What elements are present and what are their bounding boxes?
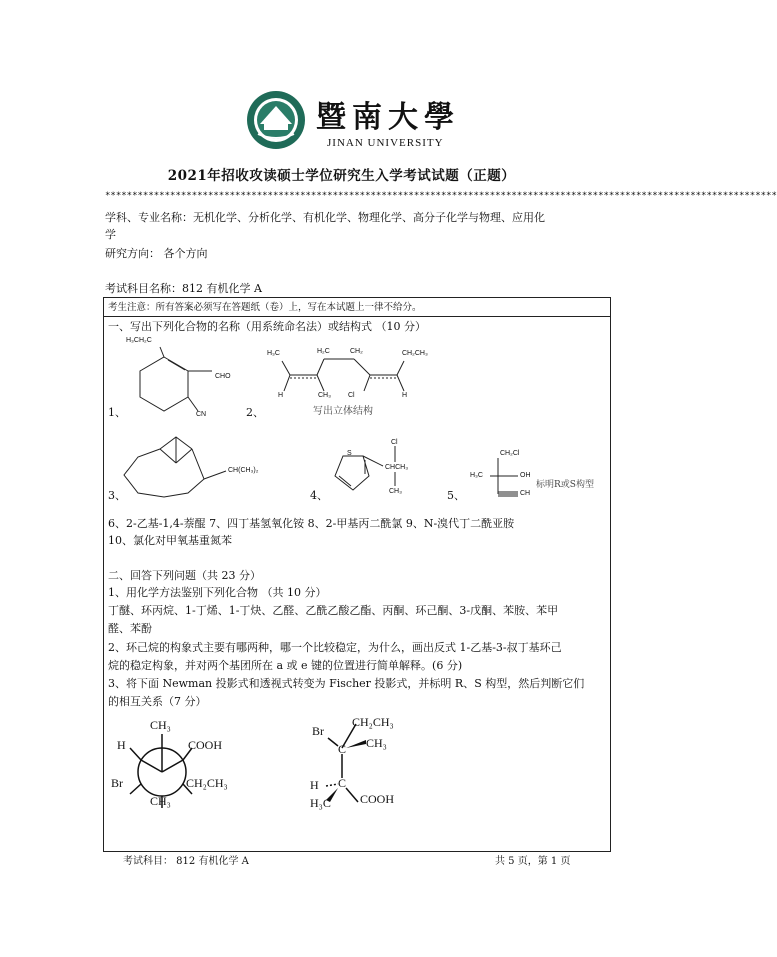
footer-subject: 考试科目： 812 有机化学 A — [123, 856, 249, 867]
item-number-2: 2、 — [246, 406, 264, 419]
university-name-en: JINAN UNIVERSITY — [327, 137, 444, 149]
course-name: 考试科目名称：812 有机化学 A — [105, 282, 262, 295]
question-1: 1、用化学方法鉴别下列化合物 （共 10 分） — [108, 586, 327, 599]
names-line-10: 10、氯化对甲氧基重氮苯 — [108, 534, 232, 547]
isopropyl-label: CH(CH₃)₂ — [228, 467, 259, 474]
ch2-label: CH₂ — [350, 348, 363, 355]
persp-br: Br — [312, 724, 324, 738]
newman-circle-icon — [108, 716, 258, 816]
item-number-1: 1、 — [108, 406, 126, 419]
h2c-label: H₂C — [317, 348, 330, 355]
persp-cooh: COOH — [360, 792, 395, 806]
ch2ch3-label: CH₂CH₃ — [402, 350, 428, 357]
university-logo — [246, 90, 306, 150]
names-line-6-9: 6、2-乙基-1,4-萘醌 7、四丁基氢氧化铵 8、2-甲基丙二酰氯 9、N-溴代丁二酰亚胺 — [108, 517, 515, 530]
cyclohexene-ring-icon — [120, 335, 240, 425]
research-direction: 研究方向： 各个方向 — [105, 247, 208, 260]
question-1-line-2: 醛、苯酚 — [108, 622, 152, 635]
oh-label: OH — [520, 472, 531, 479]
ch3-label: CH₃ — [318, 392, 331, 399]
persp-c1: C — [338, 742, 347, 756]
perspective-formula — [308, 712, 438, 812]
ethyl-label: H₃CH₂C — [126, 337, 152, 344]
ch-label: CH — [520, 490, 531, 497]
thiophene-s-label: S — [347, 450, 352, 457]
persp-h: H — [310, 778, 319, 792]
section1-heading: 一、写出下列化合物的名称（用系统命名法）或结构式 （10 分） — [108, 320, 426, 333]
subject-line-2: 学 — [105, 228, 116, 241]
cn-label: CN — [196, 411, 207, 418]
newman-projection — [108, 716, 258, 816]
footer-page: 共 5 页，第 1 页 — [495, 856, 571, 867]
newman-br: Br — [111, 776, 123, 790]
item-number-3: 3、 — [108, 489, 126, 502]
thiophene-ch3-label: CH₃ — [389, 488, 402, 495]
question-3-line-1: 3、将下面 Newman 投影式和透视式转变为 Fischer 投影式，并标明 R、S 构型，然后判断它们 — [108, 677, 585, 690]
question-2-line-1: 2、环己烷的构象式主要有哪两种，哪一个比较稳定，为什么，画出反式 1-乙基-3-叔丁基环己 — [108, 641, 562, 654]
newman-cooh: COOH — [188, 738, 223, 752]
structure-3 — [120, 433, 259, 503]
question-3-line-2: 的相互关系（7 分） — [108, 695, 207, 708]
structure-1 — [120, 335, 240, 425]
newman-ch2ch3: CH₂CH₃ — [186, 776, 228, 790]
h-right-label: H — [402, 392, 408, 399]
ch2cl-label: CH₂Cl — [500, 450, 520, 457]
thiophene-cl-label: Cl — [391, 439, 398, 446]
h-left-label: H — [278, 392, 284, 399]
notice-divider — [103, 316, 610, 317]
question-2-line-2: 烷的稳定构象，并对两个基团所在 a 或 e 键的位置进行简单解释。(6 分) — [108, 659, 463, 672]
chch3-label: CHCH₃ — [385, 464, 409, 471]
struct2-note: 写出立体结构 — [313, 406, 373, 417]
struct5-note: 标明R或S构型 — [536, 480, 594, 490]
notice-text: 考生注意：所有答案必须写在答题纸（卷）上，写在本试题上一律不给分。 — [108, 302, 422, 313]
persp-c2: C — [338, 776, 347, 790]
cho-label: CHO — [215, 373, 231, 380]
item-number-5: 5、 — [447, 489, 465, 502]
newman-h: H — [117, 738, 126, 752]
section2-heading: 二、回答下列问题（共 23 分） — [108, 569, 261, 582]
persp-ch3: CH₃ — [366, 736, 387, 750]
jnu-seal-icon — [246, 90, 306, 150]
struct5-h3c-label: H₃C — [470, 472, 483, 479]
newman-ch3-bottom: CH₃ — [150, 794, 171, 808]
cl-label: Cl — [348, 392, 355, 399]
exam-title: 2021年招收攻读硕士学位研究生入学考试试题（正题） — [167, 168, 516, 184]
structure-4 — [325, 438, 435, 503]
newman-ch3-top: CH₃ — [150, 718, 171, 732]
separator-stars: **************************************************************************************************************************** — [105, 191, 777, 201]
thiophene-ring-icon — [325, 438, 435, 503]
h3c-label: H₃C — [267, 350, 280, 357]
subject-line-1: 学科、专业名称：无机化学、分析化学、有机化学、物理化学、高分子化学与物理、应用化 — [105, 211, 545, 224]
persp-h3c: H₃C — [310, 796, 331, 810]
question-1-line-1: 丁醚、环丙烷、1-丁烯、1-丁炔、乙醛、乙酰乙酸乙酯、丙酮、环己酮、3-戊酮、苯胺、苯甲 — [108, 604, 559, 617]
persp-ch2ch3: CH₂CH₃ — [352, 715, 394, 729]
item-number-4: 4、 — [310, 489, 328, 502]
university-name-cn: 暨南大學 — [316, 100, 460, 135]
